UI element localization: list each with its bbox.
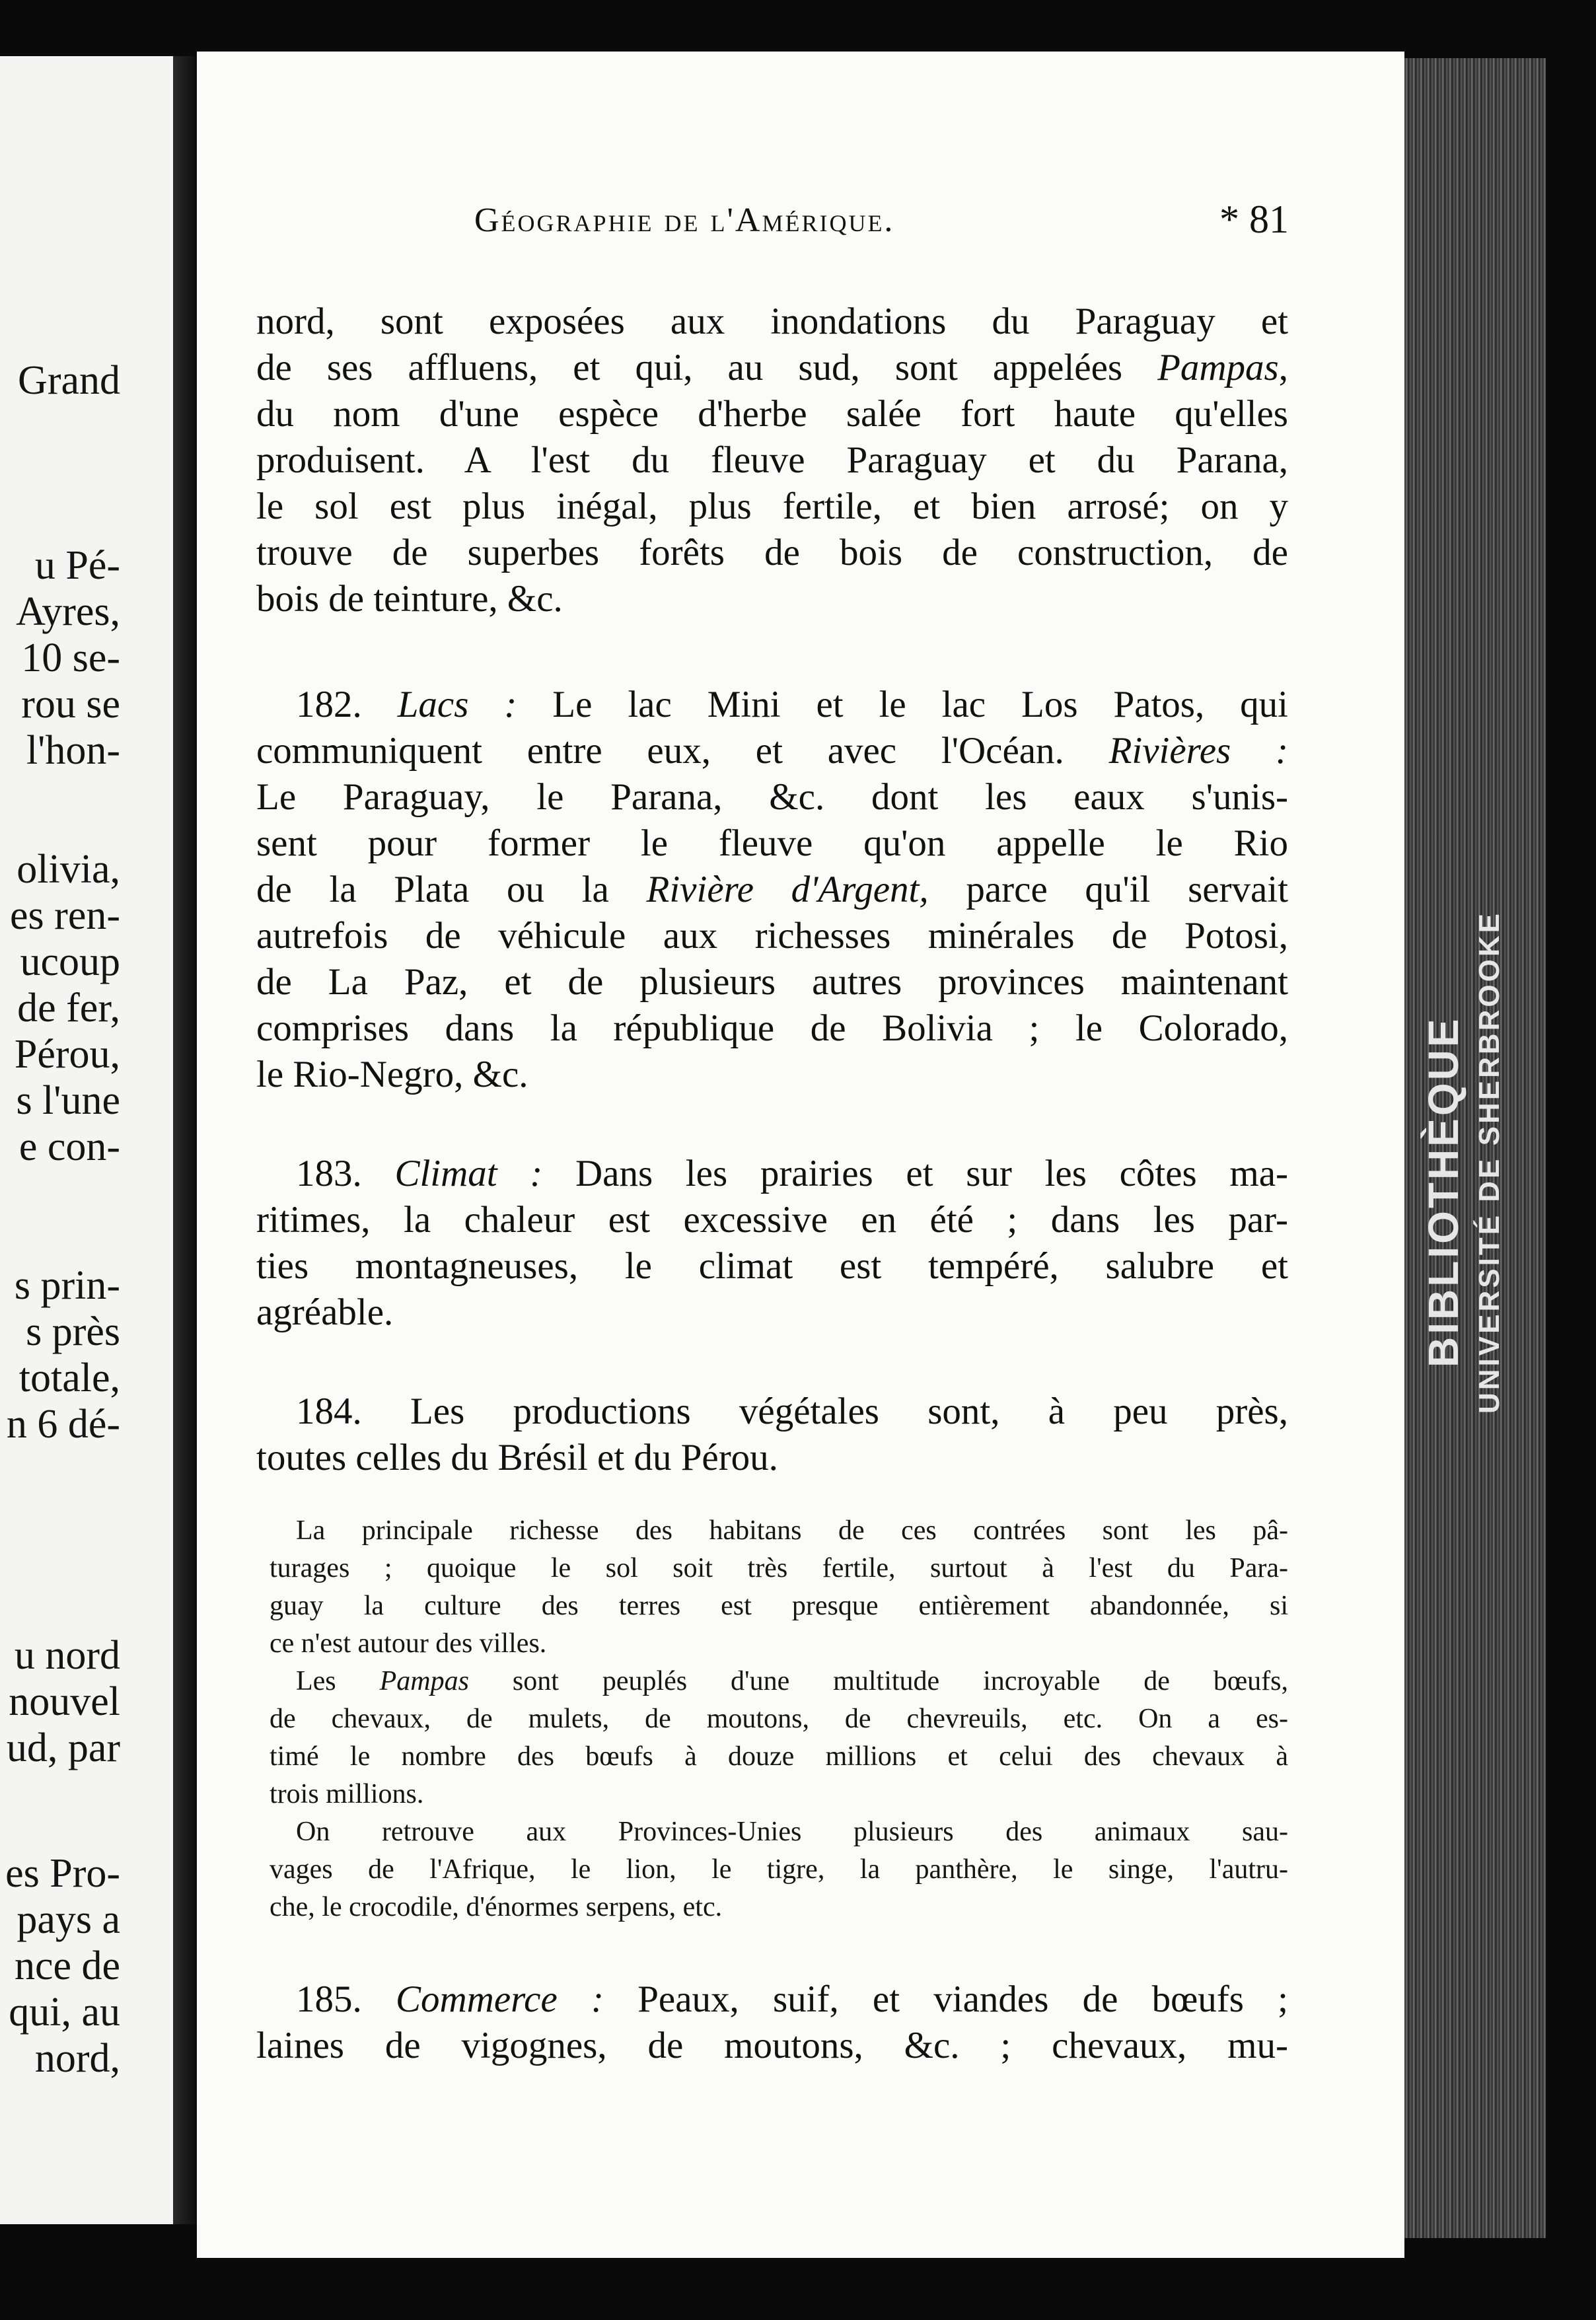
left-page-text-fragment: qui, au <box>9 1990 120 2035</box>
left-page-text-fragment: pays a <box>17 1897 120 1942</box>
section-182-line-5: de la Plata ou la Rivière d'Argent, parce qu'il servait <box>256 869 1289 910</box>
left-page-text-fragment: l'hon- <box>26 728 120 773</box>
note-line: ce n'est autour des villes. <box>270 1628 547 1659</box>
stamp-line-1: BIBLIOTHÈQUE <box>1420 1016 1467 1367</box>
section-185-line-1: 185. Commerce : Peaux, suif, et viandes de bœufs ; <box>296 1978 1289 2020</box>
page-number: * 81 <box>1219 198 1289 241</box>
left-page-text-fragment: Pérou, <box>14 1032 120 1077</box>
left-page-text-fragment: nce de <box>14 1943 120 1988</box>
left-page-text-fragment: ucoup <box>20 939 120 984</box>
gutter-shadow <box>173 56 200 2224</box>
left-page-text-fragment: u nord <box>14 1633 120 1678</box>
section-183-line-4: agréable. <box>256 1291 394 1333</box>
left-page-text-fragment: 10 se- <box>21 635 120 680</box>
section-183-line-3: ties montagneuses, le climat est tempéré, salubre et <box>256 1245 1288 1287</box>
main-page <box>197 52 1404 2258</box>
left-page-text-fragment: e con- <box>18 1124 120 1169</box>
left-page-text-fragment: olivia, <box>17 847 120 892</box>
note-line: turages ; quoique le sol soit très fertile, surtout à l'est du Para- <box>270 1553 1288 1583</box>
section-182-line-8: comprises dans la république de Bolivia ; le Colorado, <box>256 1007 1288 1049</box>
left-page-text-fragment: de fer, <box>17 986 120 1031</box>
text-line: bois de teinture, &c. <box>256 578 563 620</box>
section-182-line-6: autrefois de véhicule aux richesses minérales de Potosi, <box>256 915 1288 957</box>
section-182-line-2: communiquent entre eux, et avec l'Océan. Rivières : <box>256 730 1288 772</box>
section-182-line-9: le Rio-Negro, &c. <box>256 1054 528 1095</box>
left-page-text-fragment: nord, <box>34 2036 120 2081</box>
left-page-text-fragment: es ren- <box>10 893 120 938</box>
note-line: vages de l'Afrique, le lion, le tigre, la panthère, le singe, l'autru- <box>270 1854 1288 1885</box>
section-184-line-1: 184. Les productions végétales sont, à peu près, <box>296 1391 1288 1432</box>
left-page-text-fragment: s l'une <box>16 1078 120 1123</box>
running-head: Géographie de l'Amérique. <box>474 201 895 239</box>
left-page-text-fragment: rou se <box>21 682 120 727</box>
note-line: timé le nombre des bœufs à douze millions et celui des chevaux à <box>270 1741 1288 1772</box>
left-page-text-fragment: u Pé- <box>34 543 120 588</box>
left-page-text-fragment: n 6 dé- <box>6 1402 120 1447</box>
left-page-text-fragment: totale, <box>18 1356 120 1400</box>
section-183-line-1: 183. Climat : Dans les prairies et sur les côtes ma- <box>296 1153 1288 1194</box>
left-page-text-fragment: Grand <box>18 358 120 403</box>
text-line: trouve de superbes forêts de bois de construction, de <box>256 532 1288 573</box>
note-line: Les Pampas sont peuplés d'une multitude incroyable de bœufs, <box>296 1666 1289 1696</box>
left-page-text-fragment: Ayres, <box>16 589 120 634</box>
left-page-text-fragment: ud, par <box>6 1725 120 1770</box>
section-183-line-2: ritimes, la chaleur est excessive en été ; dans les par- <box>256 1199 1288 1241</box>
text-line: produisent. A l'est du fleuve Paraguay et du Parana, <box>256 439 1288 481</box>
note-line: che, le crocodile, d'énormes serpens, etc. <box>270 1892 723 1922</box>
note-line: On retrouve aux Provinces-Unies plusieurs des animaux sau- <box>296 1817 1288 1847</box>
section-182-line-4: sent pour former le fleuve qu'on appelle le Rio <box>256 822 1288 864</box>
stamp-line-2: UNIVERSITÉ DE SHERBROOKE <box>1473 911 1505 1414</box>
text-line: de ses affluens, et qui, au sud, sont appelées Pampas, <box>256 347 1288 388</box>
note-line: guay la culture des terres est presque entièrement abandonnée, si <box>270 1591 1288 1621</box>
note-line: trois millions. <box>270 1779 424 1809</box>
left-page-text-fragment: s prin- <box>14 1263 120 1308</box>
left-page-text-fragment: s près <box>26 1309 120 1354</box>
left-page-text-fragment: nouvel <box>9 1679 120 1724</box>
left-page-text-fragment: es Pro- <box>5 1851 120 1896</box>
text-line: nord, sont exposées aux inondations du Paraguay et <box>256 301 1288 342</box>
note-line: de chevaux, de mulets, de moutons, de chevreuils, etc. On a es- <box>270 1704 1288 1734</box>
section-184-line-2: toutes celles du Brésil et du Pérou. <box>256 1437 778 1478</box>
section-185-line-2: laines de vigognes, de moutons, &c. ; chevaux, mu- <box>256 2025 1288 2066</box>
section-182-line-3: Le Paraguay, le Parana, &c. dont les eaux s'unis- <box>256 776 1288 818</box>
library-stamp <box>1407 912 1533 1414</box>
section-182-line-1: 182. Lacs : Le lac Mini et le lac Los Patos, qui <box>296 684 1289 725</box>
text-line: le sol est plus inégal, plus fertile, et bien arrosé; on y <box>256 486 1288 527</box>
section-182-line-7: de La Paz, et de plusieurs autres provinces maintenant <box>256 961 1288 1003</box>
note-line: La principale richesse des habitans de ces contrées sont les pâ- <box>296 1515 1288 1546</box>
left-page-fragment <box>0 56 180 2224</box>
text-line: du nom d'une espèce d'herbe salée fort haute qu'elles <box>256 393 1288 435</box>
